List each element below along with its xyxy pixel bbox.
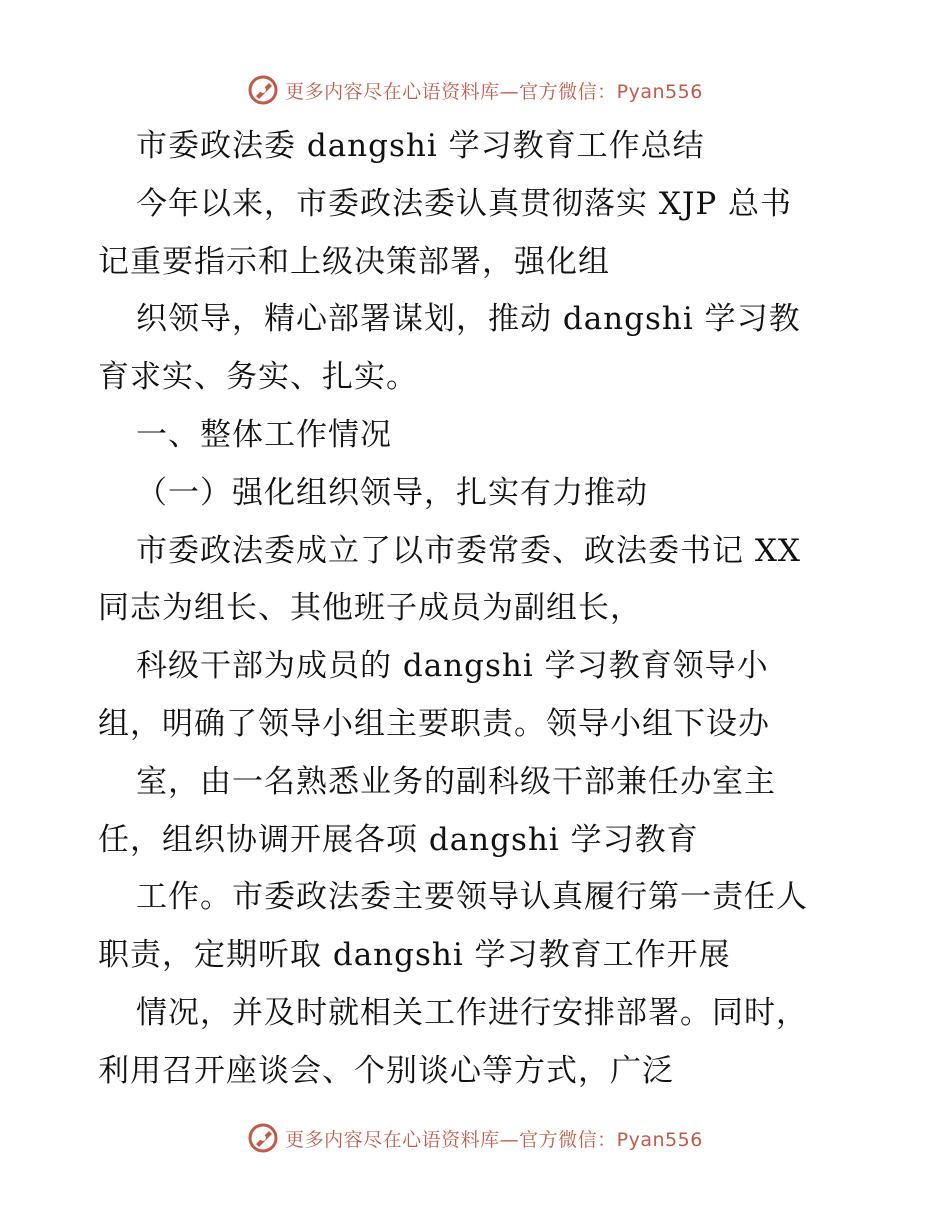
pen-logo-icon: [247, 1122, 279, 1154]
header-watermark: [0, 70, 950, 110]
document-line: 今年以来，市委政法委认真贯彻落实 XJP 总书: [136, 185, 793, 222]
document-line: 记重要指示和上级决策部署，强化组: [98, 243, 610, 280]
document-line: 利用召开座谈会、个别谈心等方式，广泛: [98, 1052, 674, 1089]
document-line: 科级干部为成员的 dangshi 学习教育领导小: [136, 648, 769, 685]
document-line: （一）强化组织领导，扎实有力推动: [136, 474, 648, 511]
document-line: 市委政法委 dangshi 学习教育工作总结: [136, 128, 705, 164]
header-watermark-text: 更多内容尽在心语资料库—官方微信：Pyan556: [285, 80, 703, 103]
document-line: 育求实、务实、扎实。: [98, 359, 418, 396]
pen-logo-icon: [247, 74, 279, 106]
document-line: 织领导，精心部署谋划，推动 dangshi 学习教: [136, 301, 801, 338]
document-line: 市委政法委成立了以市委常委、政法委书记 XX: [136, 532, 801, 569]
document-line: 工作。市委政法委主要领导认真履行第一责任人: [136, 879, 808, 916]
document-line: 情况，并及时就相关工作进行安排部署。同时，: [136, 994, 808, 1031]
document-body: [98, 118, 858, 1101]
document-line: 室，由一名熟悉业务的副科级干部兼任办室主: [136, 763, 776, 800]
document-line: 任，组织协调开展各项 dangshi 学习教育: [98, 821, 699, 858]
document-line: 一、整体工作情况: [136, 416, 392, 453]
footer-watermark-text: 更多内容尽在心语资料库—官方微信：Pyan556: [285, 1128, 703, 1151]
document-line: 组，明确了领导小组主要职责。领导小组下设办: [98, 705, 770, 742]
document-line: 同志为组长、其他班子成员为副组长，: [98, 590, 642, 627]
footer-watermark: [0, 1118, 950, 1158]
document-line: 职责，定期听取 dangshi 学习教育工作开展: [98, 937, 731, 974]
